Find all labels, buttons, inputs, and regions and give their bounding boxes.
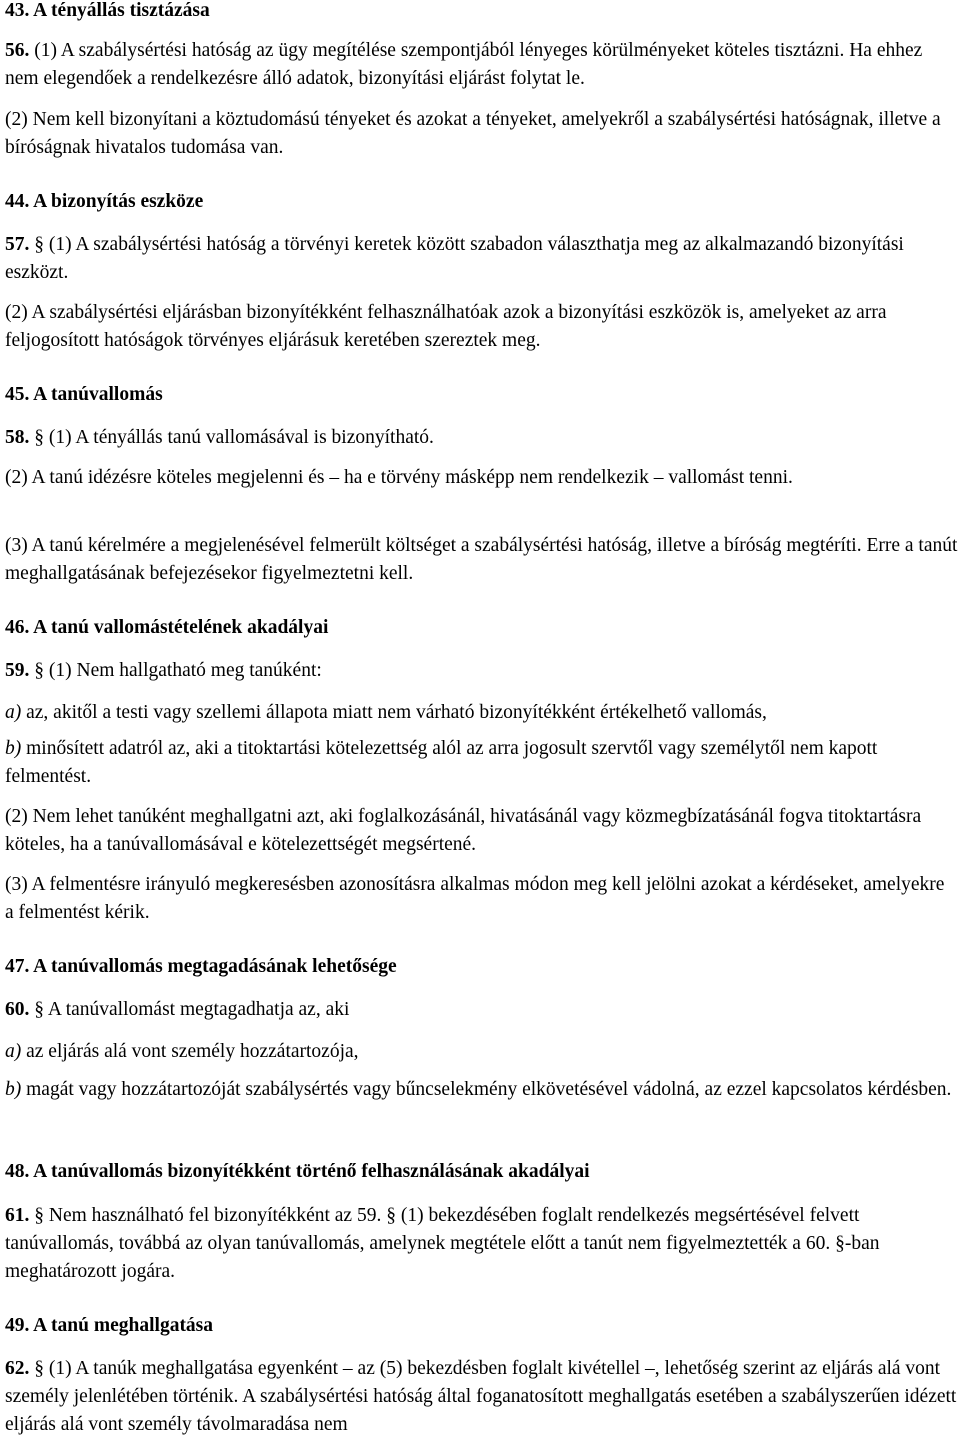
paragraph-58-3	[5, 532, 960, 588]
section-heading-47: 47. A tanúvallomás megtagadásának lehetősége	[5, 956, 397, 977]
section-heading-49: 49. A tanú meghallgatása	[5, 1315, 214, 1336]
section-number: 61.	[5, 1205, 30, 1226]
paragraph-60	[5, 996, 955, 1024]
paragraph-text: (2) A szabálysértési eljárásban bizonyítékként felhasználhatóak azok a bizonyítási eszközök is, amelyeket az arra feljogosított hatóságok törvényes eljárásuk keretében szereztek meg.	[5, 302, 887, 351]
paragraph-text: (2) Nem lehet tanúként meghallgatni azt, aki foglalkozásánál, hivatásánál vagy közmegbízatásánál fogva titoktartásra köteles, ha a tanúvallomásával e kötelezettségét megsértené.	[5, 806, 922, 855]
paragraph-57-1	[5, 231, 905, 287]
paragraph-text: (2) Nem kell bizonyítani a köztudomású tényeket és azokat a tényeket, amelyekről a szabálysértési hatóságnak, illetve a bíróságnak hivatalos tudomása van.	[5, 109, 941, 158]
section-number: 58.	[5, 427, 30, 448]
paragraph-59-3	[5, 871, 955, 927]
section-number: 59.	[5, 660, 30, 681]
paragraph-60-b	[5, 1076, 955, 1104]
paragraph-text: (1) A tanúk meghallgatása egyenként – az (5) bekezdésben foglalt kivétellel –, lehetőség szerint az eljárás alá vont személy jelenlétében történik. A szabálysértési hatóság által foganatosított meghallgatás esetében a szabályszerűen idézett eljárás alá vont személy távolmaradása nem	[5, 1358, 957, 1435]
paragraph-text: (1) A tényállás tanú vallomásával is bizonyítható.	[48, 427, 434, 448]
section-heading-44: 44. A bizonyítás eszköze	[5, 191, 204, 212]
section-number: 56.	[5, 40, 30, 61]
paragraph-62-1	[5, 1355, 960, 1439]
section-sign: §	[34, 660, 44, 681]
paragraph-58-1	[5, 424, 955, 452]
paragraph-text: (3) A felmentésre irányuló megkeresésben azonosításra alkalmas módon meg kell jelölni azokat a kérdéseket, amelyekre a felmentést kérik.	[5, 874, 945, 923]
paragraph-56-2	[5, 106, 955, 162]
paragraph-58-2	[5, 464, 925, 492]
paragraph-59-b	[5, 735, 960, 791]
list-letter: a)	[5, 702, 22, 723]
section-heading-43: 43. A tényállás tisztázása	[5, 0, 210, 21]
paragraph-59-1	[5, 657, 955, 685]
section-sign: §	[34, 234, 44, 255]
paragraph-text: (3) A tanú kérelmére a megjelenésével felmerült költséget a szabálysértési hatóság, illetve a bíróság megtéríti. Erre a tanút meghallgatásának befejezésekor figyelmeztetni kell.	[5, 535, 958, 584]
paragraph-61	[5, 1202, 935, 1286]
paragraph-text: (1) Nem hallgatható meg tanúként:	[48, 660, 322, 681]
section-number: 57.	[5, 234, 30, 255]
paragraph-text: Nem használható fel bizonyítékként az 59. § (1) bekezdésében foglalt rendelkezés megsértésével felvett tanúvallomás, továbbá az olyan tanúvallomás, amelynek megtétele előtt a tanút nem figyelmeztették a 60. §-ban meghatározott jogára.	[5, 1205, 880, 1282]
section-number: 60.	[5, 999, 30, 1020]
paragraph-59-a	[5, 699, 767, 727]
paragraph-60-a	[5, 1038, 955, 1066]
paragraph-text: (1) A szabálysértési hatóság az ügy megítélése szempontjából lényeges körülményeket köteles tisztázni. Ha ehhez nem elegendőek a rendelkezésre álló adatok, bizonyítási eljárást folytat le.	[5, 40, 923, 89]
list-letter: a)	[5, 1041, 22, 1062]
paragraph-text: az eljárás alá vont személy hozzátartozója,	[26, 1041, 359, 1062]
section-sign: §	[34, 999, 44, 1020]
section-sign: §	[34, 1358, 44, 1379]
section-number: 62.	[5, 1358, 30, 1379]
paragraph-text: minősített adatról az, aki a titoktartási kötelezettség alól az arra jogosult szervtől vagy személytől nem kapott felmentést.	[5, 738, 878, 787]
section-heading-45: 45. A tanúvallomás	[5, 384, 163, 405]
paragraph-text: az, akitől a testi vagy szellemi állapota miatt nem várható bizonyítékként értékelhető vallomás,	[26, 702, 767, 723]
section-sign: §	[34, 1205, 44, 1226]
paragraph-text: A tanúvallomást megtagadhatja az, aki	[47, 999, 350, 1020]
section-heading-46: 46. A tanú vallomástételének akadályai	[5, 617, 329, 638]
section-sign: §	[34, 427, 44, 448]
list-letter: b)	[5, 1079, 22, 1100]
section-heading-48: 48. A tanúvallomás bizonyítékként történő felhasználásának akadályai	[5, 1161, 590, 1182]
paragraph-text: (1) A szabálysértési hatóság a törvényi keretek között szabadon választhatja meg az alkalmazandó bizonyítási eszközt.	[5, 234, 904, 283]
list-letter: b)	[5, 738, 22, 759]
paragraph-59-2	[5, 803, 955, 859]
paragraph-56-1	[5, 37, 955, 93]
paragraph-text: (2) A tanú idézésre köteles megjelenni és – ha e törvény másképp nem rendelkezik – vallomást tenni.	[5, 467, 793, 488]
paragraph-text: magát vagy hozzátartozóját szabálysértés vagy bűncselekmény elkövetésével vádolná, az ezzel kapcsolatos kérdésben.	[26, 1079, 952, 1100]
paragraph-57-2	[5, 299, 955, 355]
